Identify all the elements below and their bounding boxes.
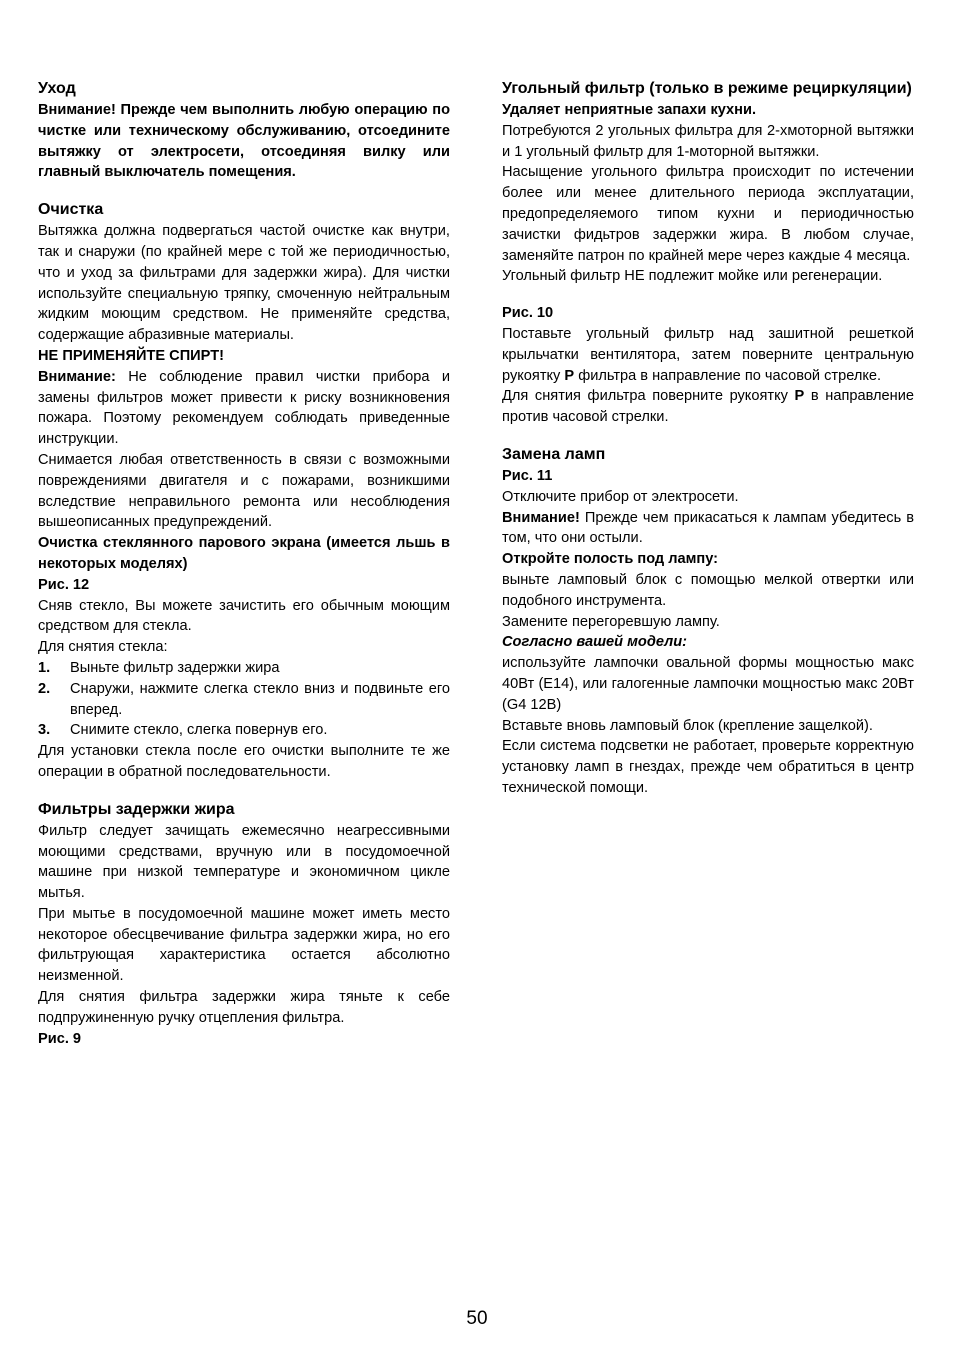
figure-10-ref: Рис. 10 bbox=[502, 305, 554, 322]
carbon-paragraph-3: Угольный фильтр НЕ подлежит мойке или регенерации. bbox=[502, 268, 883, 285]
warning-label: Внимание: bbox=[38, 368, 116, 385]
carbon-subtitle: Удаляет неприятные запахи кухни. bbox=[502, 102, 757, 118]
lamps-paragraph-2: выньте ламповый блок с помощью мелкой отвертки или подобного инструмента. bbox=[502, 571, 914, 609]
fig10-paragraph-2: Для снятия фильтра поверните рукоятку P в направление против часовой стрелки. bbox=[502, 388, 914, 426]
carbon-paragraph-1: Потребуются 2 угольных фильтра для 2-хмоторной вытяжки и 1 угольный фильтр для 1-моторной вытяжки. bbox=[502, 122, 914, 160]
list-item: 2. Снаружи, нажмите слегка стекло вниз и подвиньте его вперед. bbox=[38, 680, 450, 718]
lamps-model-heading: Согласно вашей модели: bbox=[502, 634, 688, 651]
glass-removal-intro: Для снятия стекла: bbox=[38, 639, 168, 656]
fig10-paragraph-1: Поставьте угольный фильтр над зашитной решеткой крыльчатки вентилятора, затем поверните центральную рукоятку P фильтра в направление по часовой стрелке. bbox=[502, 325, 914, 384]
grease-filter-heading: Фильтры задержки жира bbox=[38, 800, 235, 818]
glass-removal-steps bbox=[38, 658, 450, 741]
lamps-warning-paragraph: Внимание! Прежде чем прикасаться к лампам убедитесь в том, что они остыли. bbox=[502, 509, 914, 547]
list-item: 3. Снимите стекло, слегка повернув его. bbox=[38, 722, 328, 739]
lamps-open-heading: Откройте полость под лампу: bbox=[502, 551, 719, 568]
lamps-paragraph-4: используйте лампочки овальной формы мощностью макс 40Вт (E14), или галогенные лампочки мощностью макс 20Вт (G4 12В) bbox=[502, 655, 914, 713]
cleaning-heading: Очистка bbox=[38, 201, 104, 219]
figure-9-ref: Рис. 9 bbox=[38, 1030, 82, 1047]
liability-paragraph: Снимается любая ответственность в связи с возможными повреждениями двигателя и с пожарами, возникшими вследствие неправильного ремонта или несоблюдения вышеописанных предупреждений. bbox=[38, 451, 450, 531]
lamps-paragraph-6: Если система подсветки не работает, проверьте корректную установку ламп в гнездах, прежде чем обратиться в центр технической помощи. bbox=[502, 738, 914, 796]
grease-paragraph-1: Фильтр следует зачищать ежемесячно неагрессивными моющими средствами, вручную или в посудомоечной машине при низкой температуре и экономичном цикле мытья. bbox=[38, 822, 450, 902]
glass-heading: Очистка стеклянного парового экрана (имеется льшь в некоторых моделях) bbox=[38, 535, 450, 572]
grease-paragraph-2: При мытье в посудомоечной машине может иметь место некоторое обесцвечивание фильтра задержки жира, но его фильтрующая характеристика остается абсолютно неизменной. bbox=[38, 905, 450, 985]
page-number: 50 bbox=[466, 1308, 488, 1329]
list-item: 1. Выньте фильтр задержки жира bbox=[38, 659, 280, 676]
no-alcohol-warning: НЕ ПРИМЕНЯЙТЕ СПИРТ! bbox=[38, 347, 224, 364]
handle-letter: P bbox=[794, 388, 805, 405]
glass-install-paragraph: Для установки стекла после его очистки выполните те же операции в обратной последовательности. bbox=[38, 743, 450, 780]
warning-label: Внимание! bbox=[502, 509, 580, 526]
right-column bbox=[502, 78, 914, 799]
carbon-filter-heading: Угольный фильтр (только в режиме рециркуляции) bbox=[502, 80, 912, 97]
glass-paragraph: Сняв стекло, Вы можете зачистить его обычным моющим средством для стекла. bbox=[38, 597, 450, 635]
cleaning-warning-paragraph bbox=[38, 367, 450, 450]
grease-paragraph-3: Для снятия фильтра задержки жира тяньте к себе подпружиненную ручку отцепления фильтра. bbox=[38, 989, 450, 1026]
left-column bbox=[38, 78, 450, 1049]
cleaning-paragraph: Вытяжка должна подвергаться частой очистке как внутри, так и снаружи (по крайней мере с той же периодичностью, что и уход за фильтрами для задержки жира). Для чистки используйте специальную тряпку, смоченную нейтральным жидким моющим средством. Не применяйте средства, содержащие абразивные материалы. bbox=[38, 223, 450, 344]
lamps-paragraph-3: Замените перегоревшую лампу. bbox=[502, 613, 720, 630]
warning-text: Не соблюдение правил чистки прибора и замены фильтров может привести к риску возникновения пожара. Поэтому рекомендуем соблюдать приведенные инструкции. bbox=[38, 368, 450, 448]
care-heading: Уход bbox=[38, 80, 76, 97]
lamps-paragraph-1: Отключите прибор от электросети. bbox=[502, 488, 739, 505]
carbon-paragraph-2: Насыщение угольного фильтра происходит по истечении более или менее длительного периода эксплуатации, предопределяемого типом кухни и периодичностью зачистки фидьтров задержки жира. В любом случае, заменяйте патрон по крайней мере через каждые 4 месяца. bbox=[502, 164, 914, 264]
lamp-replacement-heading: Замена ламп bbox=[502, 445, 606, 463]
handle-letter: P bbox=[564, 367, 575, 384]
figure-12-ref: Рис. 12 bbox=[38, 576, 90, 593]
lamps-paragraph-5: Вставьте вновь ламповый блок (крепление защелкой). bbox=[502, 717, 873, 734]
figure-11-ref: Рис. 11 bbox=[502, 467, 553, 484]
care-warning: Внимание! Прежде чем выполнить любую операцию по чистке или техническому обслуживанию, отсоедините вытяжку от электросети, отсоединяя вилку или главный выключатель помещения. bbox=[38, 102, 450, 181]
